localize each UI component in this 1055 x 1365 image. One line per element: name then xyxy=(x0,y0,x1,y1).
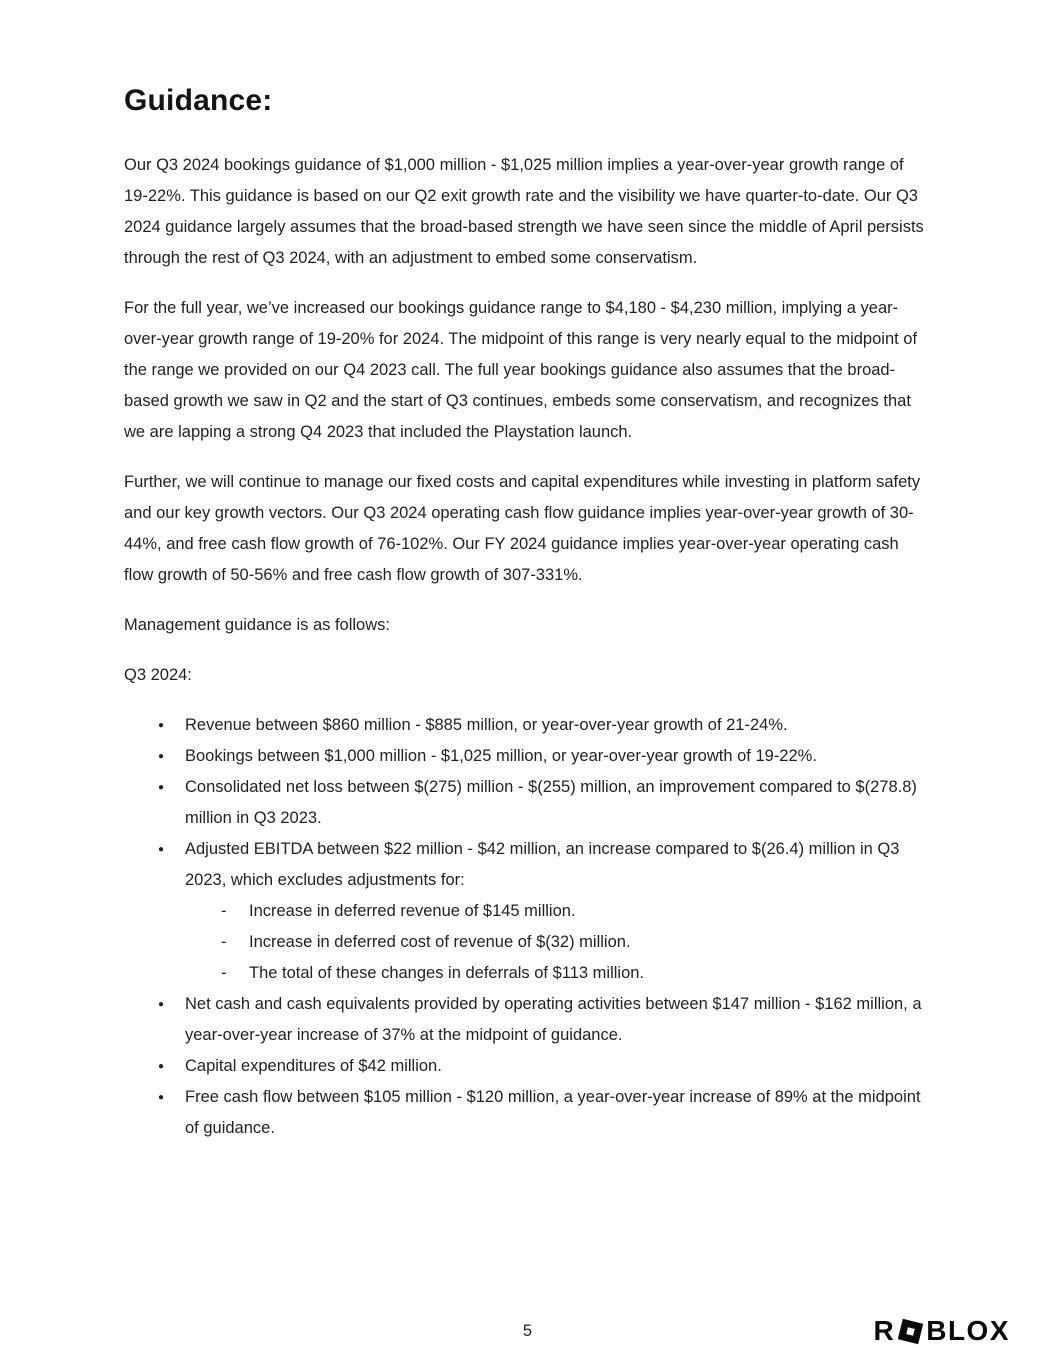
dash-marker-icon: - xyxy=(221,933,227,951)
list-item-free-cash-flow xyxy=(158,1082,931,1144)
sub-list-item-text: Increase in deferred cost of revenue of $(32) million. xyxy=(249,933,631,951)
bullet-marker-icon: ● xyxy=(158,1092,165,1103)
list-item-text: Capital expenditures of $42 million. xyxy=(185,1057,442,1075)
list-item-net-loss xyxy=(158,772,931,834)
sub-list-item-deferral-total xyxy=(221,958,931,989)
q3-2024-label: Q3 2024: xyxy=(124,666,192,684)
logo-letters-blox: BLOX xyxy=(926,1315,1010,1346)
sub-list-item-text: The total of these changes in deferrals of $113 million. xyxy=(249,964,645,982)
sub-list-item-text: Increase in deferred revenue of $145 million. xyxy=(249,902,576,920)
management-guidance-line: Management guidance is as follows: xyxy=(124,616,390,634)
list-item-text: Consolidated net loss between $(275) million - $(255) million, an improvement compared to $(278.8) million in Q3 2023. xyxy=(185,778,917,827)
roblox-logo xyxy=(873,1317,1010,1345)
list-item-text: Bookings between $1,000 million - $1,025 million, or year-over-year growth of 19-22%. xyxy=(185,747,817,765)
list-item-text: Free cash flow between $105 million - $120 million, a year-over-year increase of 89% at the midpoint of guidance. xyxy=(185,1088,921,1137)
sub-list-item-deferred-revenue xyxy=(221,896,931,927)
list-item-text: Adjusted EBITDA between $22 million - $42 million, an increase compared to $(26.4) million in Q3 2023, which excludes adjustments for: xyxy=(185,840,900,889)
bullet-marker-icon: ● xyxy=(158,720,165,731)
dash-marker-icon: - xyxy=(221,902,227,920)
logo-letter-r: R xyxy=(873,1315,896,1346)
list-item-revenue xyxy=(158,710,931,741)
list-item-capex xyxy=(158,1051,931,1082)
bullet-marker-icon: ● xyxy=(158,1061,165,1072)
bullet-marker-icon: ● xyxy=(158,782,165,793)
list-item-bookings xyxy=(158,741,931,772)
sub-list-item-deferred-cost xyxy=(221,927,931,958)
paragraph-cash-flow: Further, we will continue to manage our fixed costs and capital expenditures while investing in platform safety and our key growth vectors. Our Q3 2024 operating cash flow guidance implies year-over-year growth of 30-44%, and free cash flow growth of 76-102%. Our FY 2024 guidance implies year-over-year operating cash flow growth of 50-56% and free cash flow growth of 307-331%. xyxy=(124,473,921,584)
bullet-marker-icon: ● xyxy=(158,844,165,855)
list-item-text: Net cash and cash equivalents provided by operating activities between $147 million - $162 million, a year-over-year increase of 37% at the midpoint of guidance. xyxy=(185,995,922,1044)
page-number: 5 xyxy=(522,1322,533,1340)
list-item-text: Revenue between $860 million - $885 million, or year-over-year growth of 21-24%. xyxy=(185,716,788,734)
list-item-adjusted-ebitda xyxy=(158,834,931,989)
guidance-bullet-list xyxy=(124,710,931,1144)
bullet-marker-icon: ● xyxy=(158,999,165,1010)
deferral-sub-list xyxy=(221,896,931,989)
list-item-net-cash xyxy=(158,989,931,1051)
square-hole-icon xyxy=(906,1327,914,1335)
paragraph-full-year: For the full year, we’ve increased our bookings guidance range to $4,180 - $4,230 million, implying a year-over-year growth range of 19-20% for 2024. The midpoint of this range is very nearly equal to the midpoint of the range we provided on our Q4 2023 call. The full year bookings guidance also assumes that the broad-based growth we saw in Q2 and the start of Q3 continues, embeds some conservatism, and recognizes that we are lapping a strong Q4 2023 that included the Playstation launch. xyxy=(124,299,918,441)
paragraph-q3-bookings: Our Q3 2024 bookings guidance of $1,000 million - $1,025 million implies a year-over-year growth range of 19-22%. This guidance is based on our Q2 exit growth rate and the visibility we have quarter-to-date. Our Q3 2024 guidance largely assumes that the broad-based strength we have seen since the middle of April persists through the rest of Q3 2024, with an adjustment to embed some conservatism. xyxy=(124,156,924,267)
roblox-tilted-square-icon xyxy=(898,1318,923,1343)
page-title: Guidance: xyxy=(124,84,273,117)
bullet-marker-icon: ● xyxy=(158,751,165,762)
dash-marker-icon: - xyxy=(221,964,227,982)
